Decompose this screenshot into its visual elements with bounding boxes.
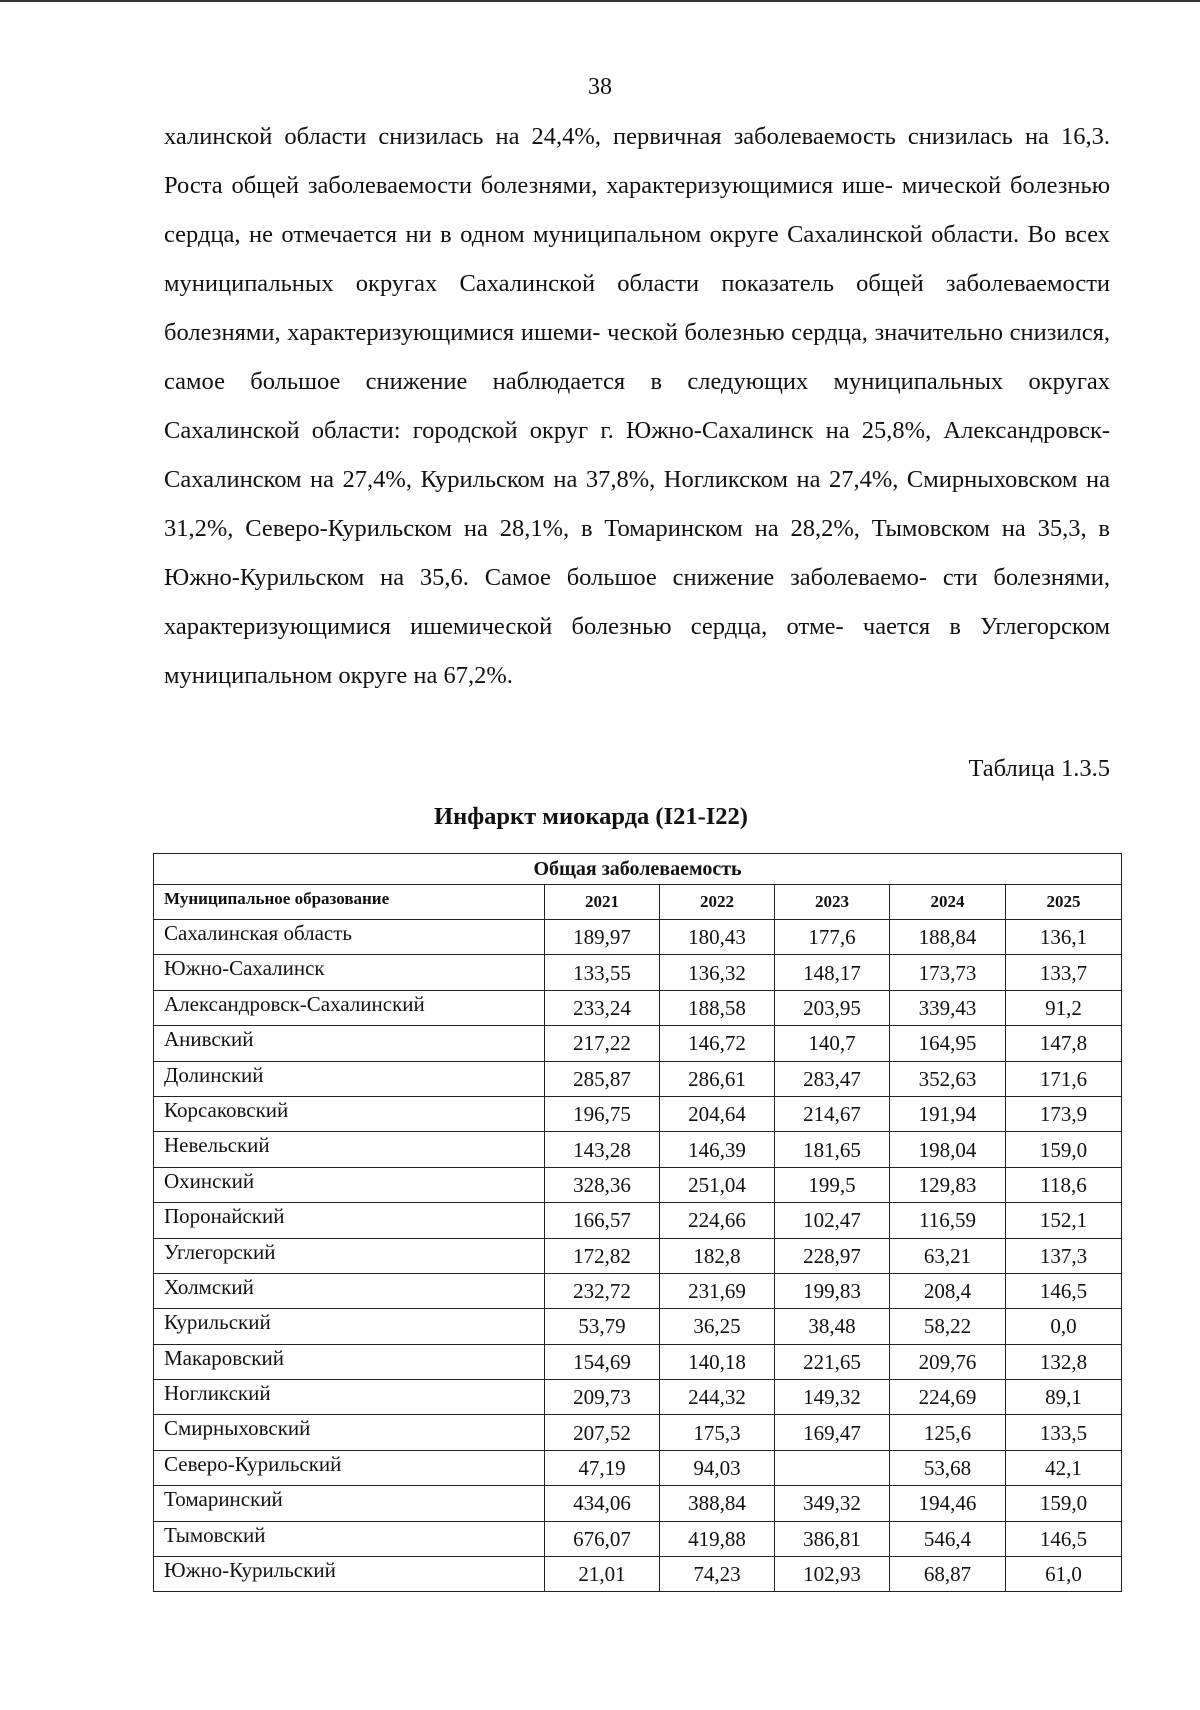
value-cell-2024: 546,4 bbox=[890, 1521, 1006, 1556]
body-text-line: на 27,4%, Курильском на 37,8%, Ногликском на 27,4%, Смирныховском на bbox=[310, 466, 1111, 493]
group-header: Общая заболеваемость bbox=[154, 854, 1122, 885]
value-cell-2023: 181,65 bbox=[775, 1132, 890, 1167]
table-title-text: Инфаркт миокарда (I21-I22) bbox=[434, 803, 748, 830]
value-cell-2022: 286,61 bbox=[660, 1061, 775, 1096]
value-cell-2022: 36,25 bbox=[660, 1309, 775, 1344]
value-cell-2025: 118,6 bbox=[1006, 1167, 1122, 1202]
value-cell-2022: 94,03 bbox=[660, 1450, 775, 1485]
value-cell-2023: 149,32 bbox=[775, 1380, 890, 1415]
value-cell-2022: 244,32 bbox=[660, 1380, 775, 1415]
municipality-name-cell: Тымовский bbox=[154, 1521, 545, 1556]
municipality-name-cell: Томаринский bbox=[154, 1486, 545, 1521]
municipality-name-cell: Холмский bbox=[154, 1273, 545, 1308]
table-row bbox=[154, 1203, 1122, 1238]
value-cell-2022: 231,69 bbox=[660, 1273, 775, 1308]
value-cell-2024: 173,73 bbox=[890, 955, 1006, 990]
value-cell-2021: 133,55 bbox=[545, 955, 660, 990]
body-text-line: сти болезнями, характеризующимися ишемической болезнью сердца, отме- bbox=[164, 564, 1110, 640]
value-cell-2021: 21,01 bbox=[545, 1557, 660, 1592]
value-cell-2023 bbox=[775, 1450, 890, 1485]
morbidity-table bbox=[153, 853, 1122, 1592]
value-cell-2025: 91,2 bbox=[1006, 990, 1122, 1025]
value-cell-2023: 228,97 bbox=[775, 1238, 890, 1273]
value-cell-2022: 388,84 bbox=[660, 1486, 775, 1521]
municipality-name-cell: Сахалинская область bbox=[154, 920, 545, 955]
value-cell-2021: 328,36 bbox=[545, 1167, 660, 1202]
value-cell-2022: 175,3 bbox=[660, 1415, 775, 1450]
value-cell-2024: 209,76 bbox=[890, 1344, 1006, 1379]
value-cell-2023: 199,83 bbox=[775, 1273, 890, 1308]
value-cell-2024: 191,94 bbox=[890, 1096, 1006, 1131]
table-row bbox=[154, 1309, 1122, 1344]
table-row bbox=[154, 1026, 1122, 1061]
value-cell-2021: 189,97 bbox=[545, 920, 660, 955]
value-cell-2024: 198,04 bbox=[890, 1132, 1006, 1167]
municipality-name-cell: Долинский bbox=[154, 1061, 545, 1096]
value-cell-2024: 224,69 bbox=[890, 1380, 1006, 1415]
table-row bbox=[154, 1557, 1122, 1592]
value-cell-2025: 146,5 bbox=[1006, 1273, 1122, 1308]
body-text-line: Сахалинской области. Во всех муниципальных округах Сахалинской области bbox=[164, 221, 1110, 297]
table-row bbox=[154, 955, 1122, 990]
page-number: 38 bbox=[588, 74, 612, 100]
value-cell-2024: 125,6 bbox=[890, 1415, 1006, 1450]
table-title bbox=[0, 802, 1200, 832]
value-cell-2024: 63,21 bbox=[890, 1238, 1006, 1273]
value-cell-2023: 214,67 bbox=[775, 1096, 890, 1131]
value-cell-2025: 171,6 bbox=[1006, 1061, 1122, 1096]
value-cell-2025: 146,5 bbox=[1006, 1521, 1122, 1556]
table-row bbox=[154, 1273, 1122, 1308]
municipality-name-cell: Александровск-Сахалинский bbox=[154, 990, 545, 1025]
value-cell-2022: 146,72 bbox=[660, 1026, 775, 1061]
value-cell-2023: 203,95 bbox=[775, 990, 890, 1025]
value-cell-2024: 129,83 bbox=[890, 1167, 1006, 1202]
page-top-border bbox=[0, 0, 1200, 2]
municipality-name-cell: Невельский bbox=[154, 1132, 545, 1167]
value-cell-2021: 434,06 bbox=[545, 1486, 660, 1521]
value-cell-2025: 133,5 bbox=[1006, 1415, 1122, 1450]
value-cell-2025: 152,1 bbox=[1006, 1203, 1122, 1238]
value-cell-2025: 89,1 bbox=[1006, 1380, 1122, 1415]
value-cell-2025: 159,0 bbox=[1006, 1132, 1122, 1167]
municipality-name-cell: Ногликский bbox=[154, 1380, 545, 1415]
column-header-year: 2022 bbox=[660, 885, 775, 920]
value-cell-2022: 146,39 bbox=[660, 1132, 775, 1167]
value-cell-2021: 676,07 bbox=[545, 1521, 660, 1556]
value-cell-2024: 164,95 bbox=[890, 1026, 1006, 1061]
value-cell-2023: 140,7 bbox=[775, 1026, 890, 1061]
table-column-header-row bbox=[154, 885, 1122, 920]
value-cell-2025: 133,7 bbox=[1006, 955, 1122, 990]
table-caption: Таблица 1.3.5 bbox=[968, 755, 1110, 782]
municipality-name-cell: Смирныховский bbox=[154, 1415, 545, 1450]
value-cell-2023: 148,17 bbox=[775, 955, 890, 990]
value-cell-2022: 251,04 bbox=[660, 1167, 775, 1202]
column-header-year: 2025 bbox=[1006, 885, 1122, 920]
body-text-line: мической болезнью сердца, не отмечается ни в одном муниципальном округе bbox=[164, 172, 1111, 248]
value-cell-2025: 137,3 bbox=[1006, 1238, 1122, 1273]
value-cell-2022: 204,64 bbox=[660, 1096, 775, 1131]
value-cell-2023: 38,48 bbox=[775, 1309, 890, 1344]
value-cell-2021: 154,69 bbox=[545, 1344, 660, 1379]
value-cell-2021: 285,87 bbox=[545, 1061, 660, 1096]
value-cell-2021: 217,22 bbox=[545, 1026, 660, 1061]
body-text-line: городской округ г. Южно-Сахалинск на 25,8%, Александровск-Сахалинском bbox=[164, 417, 1111, 493]
value-cell-2024: 352,63 bbox=[890, 1061, 1006, 1096]
municipality-name-cell: Курильский bbox=[154, 1309, 545, 1344]
municipality-name-cell: Анивский bbox=[154, 1026, 545, 1061]
value-cell-2022: 140,18 bbox=[660, 1344, 775, 1379]
value-cell-2024: 68,87 bbox=[890, 1557, 1006, 1592]
value-cell-2025: 42,1 bbox=[1006, 1450, 1122, 1485]
value-cell-2025: 61,0 bbox=[1006, 1557, 1122, 1592]
body-paragraph bbox=[164, 112, 1110, 700]
value-cell-2023: 386,81 bbox=[775, 1521, 890, 1556]
table-row bbox=[154, 1167, 1122, 1202]
body-text-line: ческой болезнью сердца, значительно снизился, самое большое снижение bbox=[164, 319, 1110, 395]
value-cell-2024: 53,68 bbox=[890, 1450, 1006, 1485]
table-row bbox=[154, 920, 1122, 955]
value-cell-2021: 233,24 bbox=[545, 990, 660, 1025]
municipality-name-cell: Углегорский bbox=[154, 1238, 545, 1273]
value-cell-2023: 177,6 bbox=[775, 920, 890, 955]
municipality-name-cell: Поронайский bbox=[154, 1203, 545, 1238]
value-cell-2023: 221,65 bbox=[775, 1344, 890, 1379]
value-cell-2021: 143,28 bbox=[545, 1132, 660, 1167]
value-cell-2025: 147,8 bbox=[1006, 1026, 1122, 1061]
municipality-name-cell: Северо-Курильский bbox=[154, 1450, 545, 1485]
value-cell-2021: 232,72 bbox=[545, 1273, 660, 1308]
value-cell-2022: 188,58 bbox=[660, 990, 775, 1025]
municipality-name-cell: Корсаковский bbox=[154, 1096, 545, 1131]
value-cell-2022: 419,88 bbox=[660, 1521, 775, 1556]
municipality-name-cell: Южно-Курильский bbox=[154, 1557, 545, 1592]
table-group-header-row bbox=[154, 854, 1122, 885]
table-row bbox=[154, 1132, 1122, 1167]
table-row bbox=[154, 990, 1122, 1025]
value-cell-2025: 136,1 bbox=[1006, 920, 1122, 955]
municipality-name-cell: Охинский bbox=[154, 1167, 545, 1202]
value-cell-2022: 180,43 bbox=[660, 920, 775, 955]
table-row bbox=[154, 1344, 1122, 1379]
table-row bbox=[154, 1415, 1122, 1450]
value-cell-2022: 182,8 bbox=[660, 1238, 775, 1273]
value-cell-2022: 224,66 bbox=[660, 1203, 775, 1238]
value-cell-2021: 53,79 bbox=[545, 1309, 660, 1344]
municipality-name-cell: Южно-Сахалинск bbox=[154, 955, 545, 990]
body-text-line: халинской области снизилась на 24,4%, первичная заболеваемость снизилась bbox=[164, 123, 1013, 150]
value-cell-2025: 173,9 bbox=[1006, 1096, 1122, 1131]
value-cell-2024: 116,59 bbox=[890, 1203, 1006, 1238]
value-cell-2023: 283,47 bbox=[775, 1061, 890, 1096]
value-cell-2024: 58,22 bbox=[890, 1309, 1006, 1344]
table-row bbox=[154, 1238, 1122, 1273]
value-cell-2021: 209,73 bbox=[545, 1380, 660, 1415]
municipality-name-cell: Макаровский bbox=[154, 1344, 545, 1379]
body-text-line: 31,2%, Северо-Курильском на 28,1%, в Томаринском на 28,2%, Тымовском bbox=[164, 515, 990, 542]
value-cell-2021: 166,57 bbox=[545, 1203, 660, 1238]
body-text-line: чается в Углегорском муниципальном округе на 67,2%. bbox=[164, 613, 1110, 689]
value-cell-2023: 169,47 bbox=[775, 1415, 890, 1450]
value-cell-2022: 136,32 bbox=[660, 955, 775, 990]
value-cell-2024: 188,84 bbox=[890, 920, 1006, 955]
table-body bbox=[154, 920, 1122, 1592]
table-row bbox=[154, 1096, 1122, 1131]
value-cell-2021: 196,75 bbox=[545, 1096, 660, 1131]
body-text-line: на 35,3, в Южно-Курильском на 35,6. Самое большое снижение заболеваемо- bbox=[164, 515, 1111, 591]
table-row bbox=[154, 1486, 1122, 1521]
value-cell-2021: 47,19 bbox=[545, 1450, 660, 1485]
table-row bbox=[154, 1380, 1122, 1415]
column-header-year: 2023 bbox=[775, 885, 890, 920]
body-text-line: на 16,3. Роста общей заболеваемости болезнями, характеризующимися ише- bbox=[164, 123, 1110, 199]
value-cell-2021: 207,52 bbox=[545, 1415, 660, 1450]
column-header-year: 2021 bbox=[545, 885, 660, 920]
table-row bbox=[154, 1521, 1122, 1556]
table-row bbox=[154, 1061, 1122, 1096]
column-header-municipality: Муниципальное образование bbox=[154, 885, 545, 920]
value-cell-2023: 102,47 bbox=[775, 1203, 890, 1238]
value-cell-2021: 172,82 bbox=[545, 1238, 660, 1273]
value-cell-2023: 349,32 bbox=[775, 1486, 890, 1521]
value-cell-2024: 208,4 bbox=[890, 1273, 1006, 1308]
value-cell-2024: 339,43 bbox=[890, 990, 1006, 1025]
value-cell-2024: 194,46 bbox=[890, 1486, 1006, 1521]
value-cell-2025: 132,8 bbox=[1006, 1344, 1122, 1379]
value-cell-2023: 102,93 bbox=[775, 1557, 890, 1592]
value-cell-2025: 159,0 bbox=[1006, 1486, 1122, 1521]
body-text-line: показатель общей заболеваемости болезнями, характеризующимися ишеми- bbox=[164, 270, 1111, 346]
column-header-year: 2024 bbox=[890, 885, 1006, 920]
table-row bbox=[154, 1450, 1122, 1485]
value-cell-2022: 74,23 bbox=[660, 1557, 775, 1592]
value-cell-2025: 0,0 bbox=[1006, 1309, 1122, 1344]
body-text-line: наблюдается в следующих муниципальных округах Сахалинской области: bbox=[164, 368, 1110, 444]
value-cell-2023: 199,5 bbox=[775, 1167, 890, 1202]
